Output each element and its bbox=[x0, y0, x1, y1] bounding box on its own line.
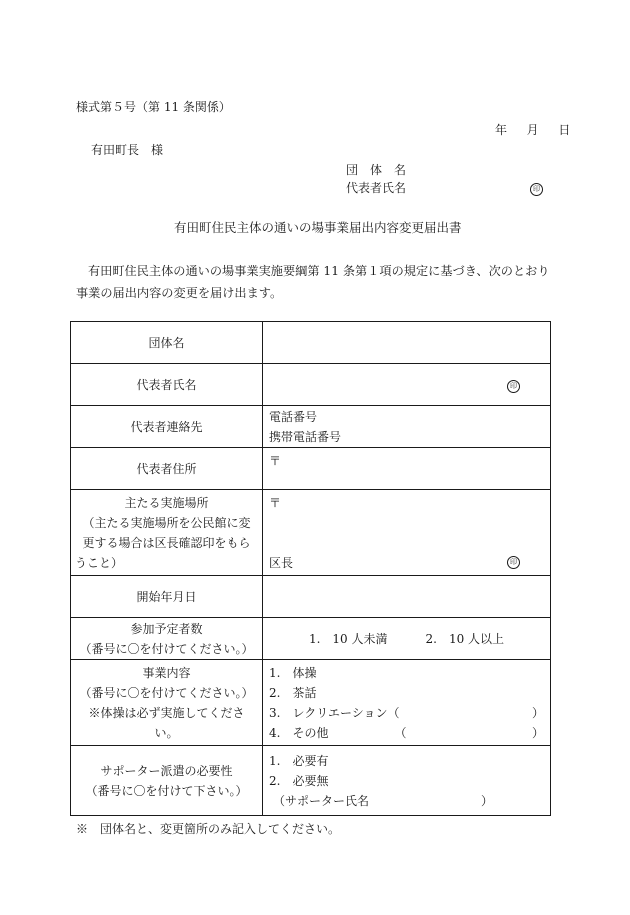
activities-label-2: （番号に〇を付けてください。） bbox=[79, 685, 254, 700]
supporter-option-1[interactable]: 1. 必要有 bbox=[269, 753, 329, 768]
addressee: 有田町長 様 bbox=[91, 143, 164, 157]
start-date-cell-label: 開始年月日 bbox=[71, 576, 263, 618]
date-month: 月 bbox=[526, 123, 539, 137]
start-date-field[interactable] bbox=[263, 576, 551, 618]
supporter-label-1: サポーター派遣の必要性 bbox=[100, 763, 233, 778]
seal-mark: 印 bbox=[530, 183, 543, 196]
participants-label-1: 参加予定者数 bbox=[130, 621, 203, 636]
activity-item[interactable]: 4. その他 （ ） bbox=[269, 725, 544, 740]
rep-name-label: 代表者氏名 bbox=[346, 181, 407, 195]
rep-address-cell-label: 代表者住所 bbox=[71, 448, 263, 490]
activity-item[interactable]: 2. 茶話 bbox=[269, 685, 317, 700]
supporter-cell-label bbox=[71, 746, 263, 816]
table-row-rep-contact bbox=[71, 406, 551, 448]
participants-option-1[interactable]: 1. 10 人未満 bbox=[308, 632, 388, 646]
form-number: 様式第５号（第 11 条関係） bbox=[76, 100, 231, 114]
activities-cell-label bbox=[71, 660, 263, 746]
activities-label-3: ※体操は必ず実施してください。 bbox=[88, 705, 245, 740]
ward-seal-mark: 印 bbox=[507, 556, 520, 569]
location-cell-label bbox=[71, 490, 263, 576]
supporter-option-2[interactable]: 2. 必要無 bbox=[269, 773, 329, 788]
rep-contact-field[interactable] bbox=[263, 406, 551, 448]
date-day: 日 bbox=[558, 123, 571, 137]
paragraph-line-1: 有田町住民主体の通いの場事業実施要綱第 11 条第１項の規定に基づき、次のとおり bbox=[88, 264, 550, 278]
ward-chief-label: 区長 bbox=[269, 556, 294, 570]
table-row-rep-name bbox=[71, 364, 551, 406]
document-title: 有田町住民主体の通いの場事業届出内容変更届出書 bbox=[174, 220, 462, 235]
table-row-supporter bbox=[71, 746, 551, 816]
participants-field bbox=[263, 618, 551, 660]
date-year: 年 bbox=[495, 123, 508, 137]
location-label-1: 主たる実施場所 bbox=[124, 495, 209, 510]
postal-mark: 〒 bbox=[269, 454, 282, 468]
supporter-field bbox=[263, 746, 551, 816]
rep-contact-cell-label: 代表者連絡先 bbox=[71, 406, 263, 448]
org-name-field[interactable] bbox=[263, 322, 551, 364]
supporter-name-line[interactable]: （サポーター氏名 ） bbox=[273, 793, 494, 808]
participants-cell-label bbox=[71, 618, 263, 660]
location-label-4: うこと） bbox=[75, 555, 124, 570]
participants-option-2[interactable]: 2. 10 人以上 bbox=[425, 632, 505, 646]
body-paragraph bbox=[76, 260, 556, 304]
activities-field bbox=[263, 660, 551, 746]
rep-name-field[interactable] bbox=[263, 364, 551, 406]
org-name-label: 団 体 名 bbox=[346, 163, 407, 177]
rep-seal-mark: 印 bbox=[507, 380, 520, 393]
table-row-activities bbox=[71, 660, 551, 746]
table-row-org-name bbox=[71, 322, 551, 364]
table-row-location bbox=[71, 490, 551, 576]
date-line bbox=[495, 124, 570, 136]
activities-label-1: 事業内容 bbox=[142, 665, 191, 680]
activity-item[interactable]: 1. 体操 bbox=[269, 665, 317, 680]
table-row-participants bbox=[71, 618, 551, 660]
supporter-label-2: （番号に〇を付けて下さい。） bbox=[85, 783, 248, 798]
participants-label-2: （番号に〇を付けてください。） bbox=[79, 641, 254, 656]
footer-note: ※ 団体名と、変更箇所のみ記入してください。 bbox=[76, 822, 341, 836]
table-row-start-date bbox=[71, 576, 551, 618]
location-field[interactable] bbox=[263, 490, 551, 576]
paragraph-line-2: 事業の届出内容の変更を届け出ます。 bbox=[76, 286, 283, 300]
location-label-3: 更する場合は区長確認印をもら bbox=[82, 535, 251, 550]
rep-address-field[interactable] bbox=[263, 448, 551, 490]
location-postal-mark: 〒 bbox=[269, 496, 282, 510]
mobile-label: 携帯電話番号 bbox=[269, 429, 342, 444]
rep-name-cell-label: 代表者氏名 bbox=[71, 364, 263, 406]
phone-label: 電話番号 bbox=[269, 409, 318, 424]
location-label-2: （主たる実施場所を公民館に変 bbox=[82, 515, 251, 530]
form-table bbox=[70, 321, 551, 816]
header-seal bbox=[530, 181, 543, 196]
table-row-rep-address bbox=[71, 448, 551, 490]
org-name-cell-label: 団体名 bbox=[71, 322, 263, 364]
activity-item[interactable]: 3. レクリエーション（ ） bbox=[269, 705, 544, 720]
